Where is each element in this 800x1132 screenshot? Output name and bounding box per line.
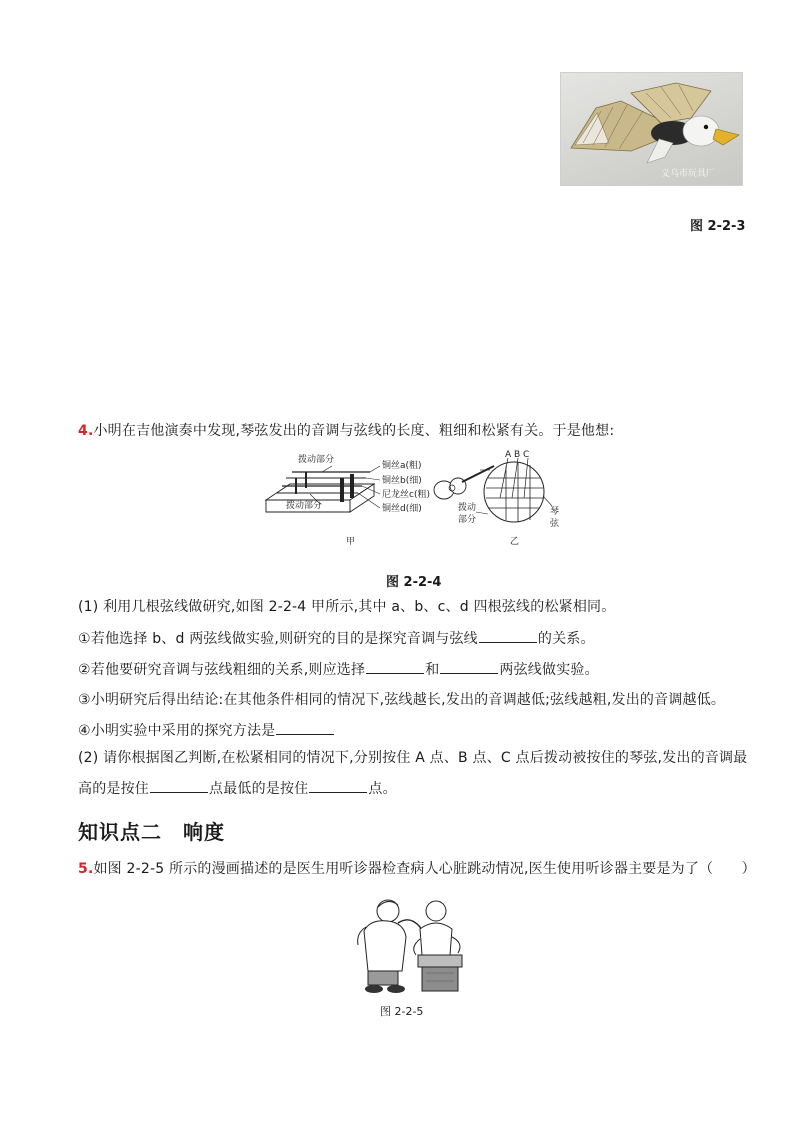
yi-string-label-1: 琴 [550,507,560,517]
jia-string-a: 铜丝a(粗) [382,461,422,471]
q4-part2: (2) 请你根据图乙判断,在松紧相同的情况下,分别按住 A 点、B 点、C 点后拨动被按住的琴弦,发出的音调最 [78,750,748,766]
photo-watermark: 义乌市玩具厂 [661,169,716,179]
q4-item-1-tail: 的关系。 [537,631,595,647]
jia-string-c: 尼龙丝c(粗) [382,490,430,500]
answer-blank[interactable] [479,628,537,643]
yi-caption: 乙 [510,537,520,547]
jia-top-label: 拨动部分 [298,455,335,465]
q4-part2-text-a: 高的是按住 [78,781,149,797]
answer-blank[interactable] [440,659,498,674]
jia-bottom-label: 拨动部分 [286,501,323,511]
q4-item-2-text: ②若他要研究音调与弦线粗细的关系,则应选择 [78,662,366,678]
eagle-photo [560,72,743,186]
q4-item-4-text: ④小明实验中采用的探究方法是 [78,723,276,739]
question-number: 5. [78,861,94,877]
jia-string-b: 铜丝b(细) [382,476,422,486]
answer-blank[interactable] [276,720,334,735]
yi-points-label: A B C [505,450,530,460]
q4-item-4 [78,720,335,741]
diagram-yi [434,458,552,522]
question-text: 如图 2-2-5 所示的漫画描述的是医生用听诊器检查病人心脏跳动情况,医生使用听诊器主要是为了（ ） [93,861,756,877]
q4-item-2 [78,659,599,680]
q4-part1-intro: (1) 利用几根弦线做研究,如图 2-2-4 甲所示,其中 a、b、c、d 四根弦线的松紧相同。 [78,599,616,615]
yi-string-label-2: 弦 [550,519,560,529]
section-heading: 知识点二 响度 [78,820,225,844]
answer-blank[interactable] [150,778,208,793]
answer-blank[interactable] [366,659,424,674]
q4-item-2-tail: 两弦线做实验。 [499,662,599,678]
q4-item-3: ③小明研究后得出结论:在其他条件相同的情况下,弦线越长,发出的音调越低;弦线越粗,发出的音调越低。 [78,692,726,708]
q4-item-1-text: ①若他选择 b、d 两弦线做实验,则研究的目的是探究音调与弦线 [78,631,478,647]
figure-caption-2-2-4: 图 2-2-4 [386,575,442,590]
question-5-stem [78,859,756,879]
jia-caption: 甲 [346,537,356,547]
question-number: 4. [78,423,94,439]
figure-2-2-4-diagram [262,448,562,550]
q4-part2-text-b: 点最低的是按住 [209,781,309,797]
figure-caption-2-2-5: 图 2-2-5 [380,1005,424,1018]
question-text: 小明在吉他演奏中发现,琴弦发出的音调与弦线的长度、粗细和松紧有关。于是他想: [93,423,615,439]
jia-string-d: 铜丝d(细) [382,504,422,514]
figure-caption-2-2-3: 图 2-2-3 [690,219,746,234]
diagram-jia [266,466,380,512]
q4-item-1 [78,628,595,649]
q4-item-2-mid: 和 [425,662,440,678]
yi-pluck-label-1: 拨动 [458,503,477,513]
answer-blank[interactable] [309,778,367,793]
q4-part2-continued [78,778,397,799]
q4-part2-text-c: 点。 [368,781,397,797]
question-4-stem [78,421,614,441]
yi-pluck-label-2: 部分 [458,515,477,525]
stethoscope-cartoon [340,893,480,995]
